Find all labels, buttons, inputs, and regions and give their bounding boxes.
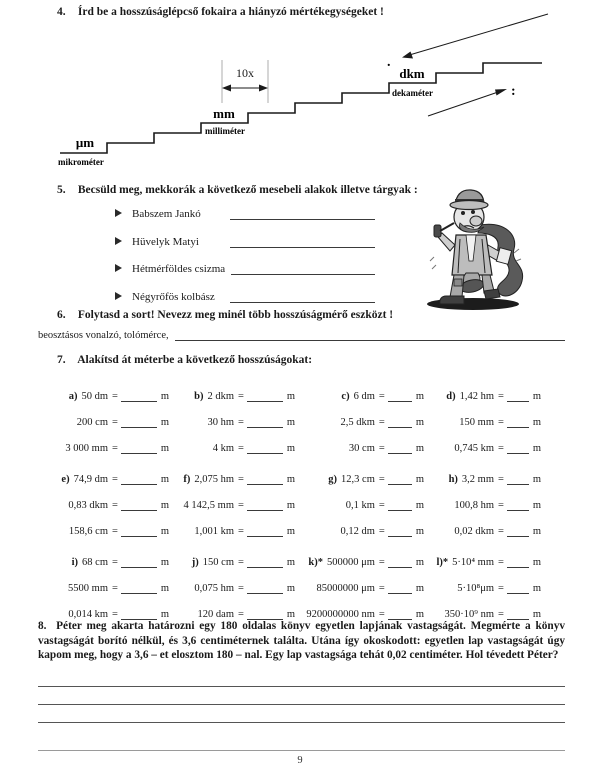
answer-blank[interactable] xyxy=(507,441,529,454)
answer-blank[interactable] xyxy=(121,524,157,537)
answer-blank[interactable] xyxy=(175,327,565,341)
conversion-group-3 xyxy=(38,542,542,620)
answer-blank[interactable] xyxy=(231,261,375,275)
conversion-cell: k)* 500000 μm = m xyxy=(308,557,424,568)
conversion-cell: 150 mm = m xyxy=(459,417,542,428)
conversion-cell: 0,02 dkm = m xyxy=(454,526,542,537)
annotation-colon-mark: : xyxy=(511,84,516,99)
conversion-cell: 100,8 hm = m xyxy=(454,500,542,511)
answer-blank[interactable] xyxy=(121,472,157,485)
conversion-cell: 9200000000 nm = m xyxy=(306,609,424,620)
conversion-column-k xyxy=(298,542,424,620)
answer-blank[interactable] xyxy=(38,704,565,705)
section8-word-problem: 8. Péter meg akarta határozni egy 180 oldalas könyv egyetlen lapjának vastagságát. Megmérte a könyv vastagságát borító nélkül, és 3,6 centiméternek találta. Utána így okoskodott: egyetlen lap vastagságát úgy kapom meg, hogy a 3,6 – et elosztom 180 – nal. Egy lap vastagsága tehát 0,02 centiméter. Hol tévedett Péter? xyxy=(38,620,566,662)
answer-blank[interactable] xyxy=(247,524,283,537)
conversion-cell: 0,12 dm = m xyxy=(340,526,424,537)
answer-blank[interactable] xyxy=(507,415,529,428)
conversion-cell: 5·10⁸μm = m xyxy=(457,583,542,594)
conversion-cell: 200 cm = m xyxy=(76,417,170,428)
conversion-column-f xyxy=(170,459,298,537)
conversion-cell: j) 150 cm = m xyxy=(191,557,296,568)
section5-title: 5. Becsüld meg, mekkorák a következő mesebeli alakok illetve tárgyak : xyxy=(57,184,418,196)
conversion-cell: c) 6 dm = m xyxy=(341,391,424,402)
conversion-cell: g) 12,3 cm = m xyxy=(328,474,424,485)
section7-title: 7. Alakítsd át méterbe a következő hosszúságokat: xyxy=(57,354,313,366)
conversion-group-1 xyxy=(38,376,542,454)
fairy-tale-character-illustration xyxy=(410,183,540,313)
section6-answer-row xyxy=(38,327,565,341)
list-item-label: Négyrőfös kolbász xyxy=(132,291,215,303)
answer-blank[interactable] xyxy=(121,389,157,402)
conversion-column-c xyxy=(298,376,424,454)
answer-blank[interactable] xyxy=(247,555,283,568)
unit-name-mikrometer: mikrométer xyxy=(58,157,104,167)
conversion-cell: h) 3,2 mm = m xyxy=(448,474,542,485)
unit-abbr-mm: mm xyxy=(213,106,235,121)
arrowhead-bullet-icon xyxy=(115,237,122,245)
conversion-cell: 3 000 mm = m xyxy=(65,443,170,454)
conversion-column-i xyxy=(38,542,170,620)
answer-blank[interactable] xyxy=(388,389,412,402)
conversion-cell: 85000000 μm = m xyxy=(316,583,424,594)
unit-abbr-dkm: dkm xyxy=(399,66,425,81)
conversion-cell: 1,001 km = m xyxy=(194,526,296,537)
arrowhead-bullet-icon xyxy=(115,292,122,300)
answer-blank[interactable] xyxy=(388,555,412,568)
unit-name-dekameter: dekaméter xyxy=(392,88,433,98)
annotation-arrow-down-head-icon xyxy=(402,52,413,59)
answer-blank[interactable] xyxy=(230,234,375,248)
conversion-cell: b) 2 dkm = m xyxy=(194,391,296,402)
conversion-cell: a) 50 dm = m xyxy=(68,391,170,402)
list-item-label: Hétmérföldes csizma xyxy=(132,263,226,275)
answer-blank[interactable] xyxy=(507,498,529,511)
conversion-column-e xyxy=(38,459,170,537)
annotation-dot-mark: . xyxy=(387,55,391,70)
answer-blank[interactable] xyxy=(247,415,283,428)
conversion-cell: 5500 mm = m xyxy=(68,583,170,594)
answer-blank[interactable] xyxy=(121,498,157,511)
conversion-cell: 120 dam = m xyxy=(197,609,296,620)
section4-number: 4. xyxy=(57,6,66,18)
conversion-cell: 0,075 hm = m xyxy=(194,583,296,594)
section4-title: 4. Írd be a hosszúságlépcső fokaira a hiányzó mértékegységeket ! xyxy=(57,6,384,18)
section7-number: 7. xyxy=(57,354,66,366)
list-item xyxy=(115,289,375,303)
page-number: 9 xyxy=(297,755,303,766)
conversion-cell: 0,1 km = m xyxy=(345,500,424,511)
conversion-cell: 0,83 dkm = m xyxy=(68,500,170,511)
list-item xyxy=(115,261,375,275)
conversion-column-a xyxy=(38,376,170,454)
conversion-cell: 2,5 dkm = m xyxy=(340,417,424,428)
answer-blank[interactable] xyxy=(507,555,529,568)
conversion-column-d xyxy=(424,376,542,454)
answer-blank[interactable] xyxy=(507,524,529,537)
unit-name-millimeter: milliméter xyxy=(205,126,245,136)
conversion-cell: 158,6 cm = m xyxy=(68,526,170,537)
conversion-cell: d) 1,42 hm = m xyxy=(446,391,542,402)
conversion-column-l xyxy=(424,542,542,620)
conversion-cell: f) 2,075 hm = m xyxy=(183,474,296,485)
conversion-column-b xyxy=(170,376,298,454)
list-item-label: Babszem Jankó xyxy=(132,208,201,220)
answer-blank[interactable] xyxy=(388,415,412,428)
conversion-cell: 4 km = m xyxy=(212,443,296,454)
answer-blank[interactable] xyxy=(230,289,375,303)
conversion-cell: 30 cm = m xyxy=(348,443,424,454)
length-unit-staircase-diagram xyxy=(0,10,600,175)
answer-blank[interactable] xyxy=(247,498,283,511)
conversion-cell: l)* 5·10⁴ mm = m xyxy=(436,557,542,568)
arrowhead-bullet-icon xyxy=(115,264,122,272)
conversion-cell: 0,014 km = m xyxy=(68,609,170,620)
answer-blank[interactable] xyxy=(38,722,565,723)
list-item xyxy=(115,206,375,220)
answer-blank[interactable] xyxy=(507,389,529,402)
unit-abbr-um: μm xyxy=(75,135,95,150)
annotation-arrow-down-line xyxy=(406,14,548,56)
answer-blank[interactable] xyxy=(121,441,157,454)
conversion-group-2 xyxy=(38,459,542,537)
conversion-cell: 4 142,5 mm = m xyxy=(183,500,296,511)
conversion-column-h xyxy=(424,459,542,537)
answer-blank[interactable] xyxy=(388,524,412,537)
list-item xyxy=(115,234,375,248)
annotation-arrow-up-head-icon xyxy=(495,89,507,96)
conversion-cell: 0,745 km = m xyxy=(454,443,542,454)
multiplier-label: 10x xyxy=(236,66,254,80)
answer-blank[interactable] xyxy=(388,472,412,485)
answer-blank[interactable] xyxy=(121,415,157,428)
answer-blank[interactable] xyxy=(247,581,283,594)
conversion-column-j xyxy=(170,542,298,620)
section5-number: 5. xyxy=(57,184,66,196)
section6-title: 6. Folytasd a sort! Nevezz meg minél több hosszúságmérő eszközt ! xyxy=(57,309,394,321)
conversion-cell: e) 74,9 dm = m xyxy=(61,474,170,485)
answer-blank[interactable] xyxy=(121,555,157,568)
answer-blank[interactable] xyxy=(507,472,529,485)
answer-blank[interactable] xyxy=(230,206,375,220)
answer-blank[interactable] xyxy=(388,498,412,511)
answer-blank[interactable] xyxy=(121,581,157,594)
conversion-column-g xyxy=(298,459,424,537)
conversion-cell: 350·10⁹ nm = m xyxy=(444,609,542,620)
staircase-path xyxy=(60,63,542,153)
footer-rule xyxy=(38,750,565,751)
answer-blank[interactable] xyxy=(247,472,283,485)
arrow-left-icon xyxy=(222,85,231,92)
answer-blank[interactable] xyxy=(507,581,529,594)
answer-blank[interactable] xyxy=(247,389,283,402)
arrowhead-bullet-icon xyxy=(115,209,122,217)
conversion-cell: i) 68 cm = m xyxy=(71,557,170,568)
answer-blank[interactable] xyxy=(38,686,565,687)
annotation-arrow-up-line xyxy=(428,90,504,116)
answer-blank[interactable] xyxy=(388,581,412,594)
conversion-cell: 30 hm = m xyxy=(207,417,296,428)
arrow-right-icon xyxy=(259,85,268,92)
answer-blank[interactable] xyxy=(247,441,283,454)
section6-number: 6. xyxy=(57,309,66,321)
answer-prefix: beosztásos vonalzó, tolómérce, xyxy=(38,330,169,341)
section8-number: 8. xyxy=(38,620,47,632)
list-item-label: Hüvelyk Matyi xyxy=(132,236,199,248)
answer-blank[interactable] xyxy=(388,441,412,454)
